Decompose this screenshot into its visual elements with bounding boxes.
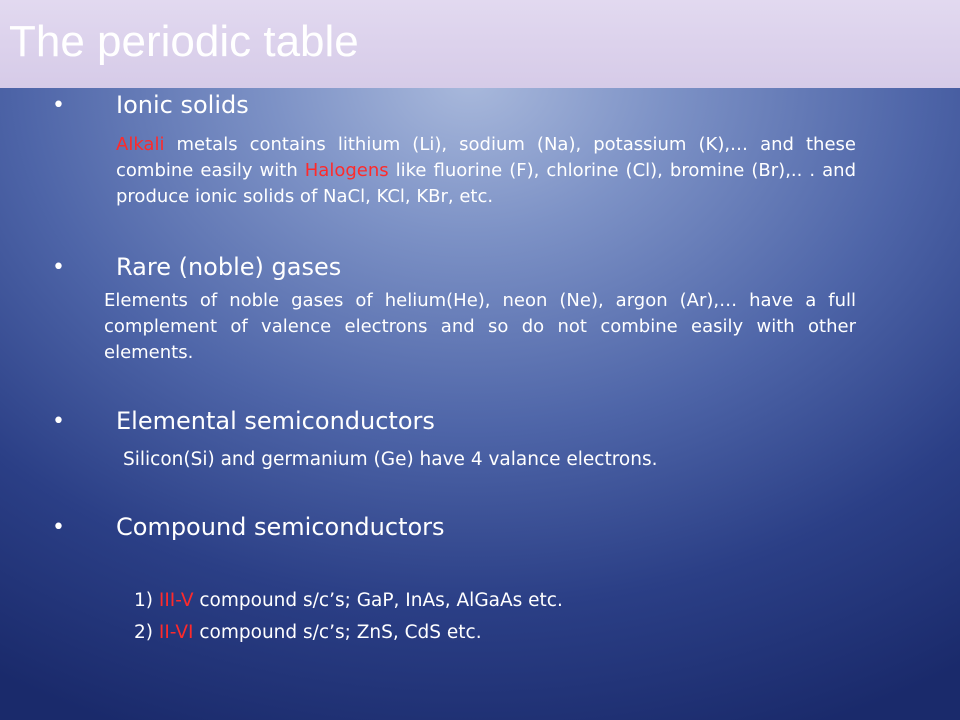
paragraph-noble-gases: Elements of noble gases of helium(He), neon (Ne), argon (Ar),… have a full complement of valence electrons and so do not combine easily with other elements. xyxy=(104,290,856,363)
list-item-text: compound s/c’s; GaP, InAs, AlGaAs etc. xyxy=(193,590,563,611)
heading-ionic-solids: Ionic solids xyxy=(116,91,249,119)
list-item-number: 1) xyxy=(134,590,159,611)
heading-noble-gases: Rare (noble) gases xyxy=(116,253,342,281)
highlight-iii-v: III-V xyxy=(158,590,194,611)
paragraph-text: like fluorine (F), chlorine (Cl), bromine (Br),.. . and produce ionic solids of NaCl, KCl, KBr, etc. xyxy=(116,160,856,207)
list-item-number: 2) xyxy=(134,622,159,643)
paragraph-ionic-solids xyxy=(116,132,856,210)
bullet-noble-gases: • xyxy=(52,255,65,280)
heading-elemental-semiconductors: Elemental semiconductors xyxy=(116,407,435,435)
highlight-ii-vi: II-VI xyxy=(158,622,194,643)
highlight-alkali: Alkali xyxy=(116,134,165,155)
bullet-compound-semiconductors: • xyxy=(52,515,65,540)
list-item xyxy=(134,592,563,611)
paragraph-elemental-semiconductors: Silicon(Si) and germanium (Ge) have 4 valance electrons. xyxy=(123,449,658,470)
highlight-halogens: Halogens xyxy=(304,160,389,181)
list-item xyxy=(134,624,482,643)
heading-compound-semiconductors: Compound semiconductors xyxy=(116,513,445,541)
bullet-ionic-solids: • xyxy=(52,93,65,118)
paragraph-text: metals contains lithium (Li), sodium (Na), potassium (K),… and these combine easily with xyxy=(116,134,856,181)
title-bar xyxy=(0,0,960,88)
bullet-elemental-semiconductors: • xyxy=(52,409,65,434)
slide-title: The periodic table xyxy=(9,17,359,66)
list-item-text: compound s/c’s; ZnS, CdS etc. xyxy=(193,622,482,643)
